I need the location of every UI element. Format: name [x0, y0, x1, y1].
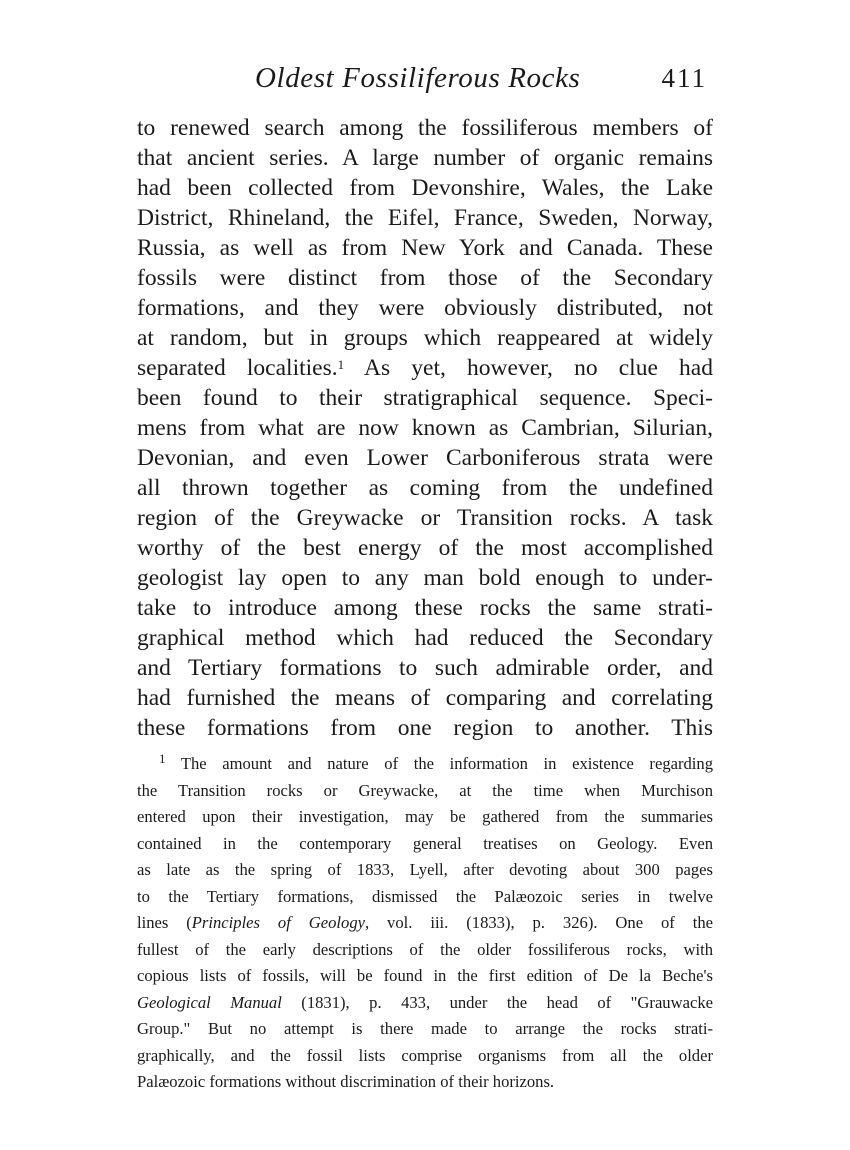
body-line: at random, but in groups which reappeared at widely: [137, 325, 713, 351]
footnote-line: graphically, and the fossil lists comprise organisms from all the older: [137, 1045, 713, 1065]
body-line: had furnished the means of comparing and correlating: [137, 685, 713, 711]
body-line: mens from what are now known as Cambrian, Silurian,: [137, 415, 713, 441]
footnote-line: [137, 751, 713, 778]
body-line: District, Rhineland, the Eifel, France, Sweden, Norway,: [137, 205, 713, 231]
body-text: [137, 113, 713, 743]
footnote-line-start: lines (: [137, 913, 192, 932]
footnote-line: [137, 910, 713, 937]
body-line: fossils were distinct from those of the Secondary: [137, 265, 713, 291]
footnote-line: the Transition rocks or Greywacke, at the time when Murchison: [137, 780, 713, 800]
footnote-line: to the Tertiary formations, dismissed the Palæozoic series in twelve: [137, 886, 713, 906]
footnote-reference: 1: [337, 357, 345, 373]
body-line: these formations from one region to another. This: [137, 715, 713, 741]
footnote-line: Group." But no attempt is there made to arrange the rocks strati-: [137, 1019, 713, 1038]
footnote-line: fullest of the early descriptions of the older fossiliferous rocks, with: [137, 939, 713, 959]
footnote: [137, 751, 713, 1096]
body-line: graphical method which had reduced the Secondary: [137, 625, 713, 651]
body-line: formations, and they were obviously distributed, not: [137, 295, 713, 321]
page-number: 411: [661, 63, 707, 93]
footnote-line: Palæozoic formations without discrimination of their horizons.: [137, 1072, 555, 1091]
book-title: Principles of Geology: [191, 913, 365, 932]
body-line: geologist lay open to any man bold enough to under-: [137, 565, 713, 591]
body-line: that ancient series. A large number of organic remains: [137, 145, 713, 171]
body-line-end: As yet, however, no clue had: [364, 355, 713, 381]
footnote-line-text: The amount and nature of the information in existence regarding: [180, 754, 713, 773]
running-title: Oldest Fossiliferous Rocks: [255, 62, 581, 94]
footnote-line-end: , vol. iii. (1833), p. 326). One of the: [364, 913, 713, 932]
footnote-line: entered upon their investigation, may be gathered from the summaries: [137, 807, 713, 826]
body-line: worthy of the best energy of the most accomplished: [137, 535, 713, 561]
body-line: to renewed search among the fossiliferous members of: [137, 115, 713, 141]
footnote-line: [137, 990, 713, 1017]
body-line: Russia, as well as from New York and Canada. These: [137, 235, 713, 261]
body-line: had been collected from Devonshire, Wales, the Lake: [137, 175, 713, 201]
body-line-with-footnote-mark: [137, 353, 713, 383]
footnote-line: as late as the spring of 1833, Lyell, after devoting about 300 pages: [137, 860, 713, 879]
running-head: [137, 58, 715, 98]
footnote-line: contained in the contemporary general treatises on Geology. Even: [137, 833, 713, 853]
footnote-marker: 1: [159, 751, 166, 767]
body-line: been found to their stratigraphical sequence. Speci-: [137, 385, 713, 411]
book-title: Geological Manual: [137, 992, 282, 1012]
body-line-start: separated localities.: [137, 355, 338, 381]
body-line: region of the Greywacke or Transition rocks. A task: [137, 505, 713, 531]
body-line: all thrown together as coming from the undefined: [137, 475, 713, 501]
footnote-line: copious lists of fossils, will be found in the first edition of De la Beche's: [137, 966, 713, 985]
body-line: and Tertiary formations to such admirable order, and: [137, 655, 713, 681]
body-line: take to introduce among these rocks the same strati-: [137, 595, 713, 621]
body-line: Devonian, and even Lower Carboniferous strata were: [137, 445, 713, 471]
footnote-line-end: (1831), p. 433, under the head of "Grauwacke: [281, 992, 713, 1012]
